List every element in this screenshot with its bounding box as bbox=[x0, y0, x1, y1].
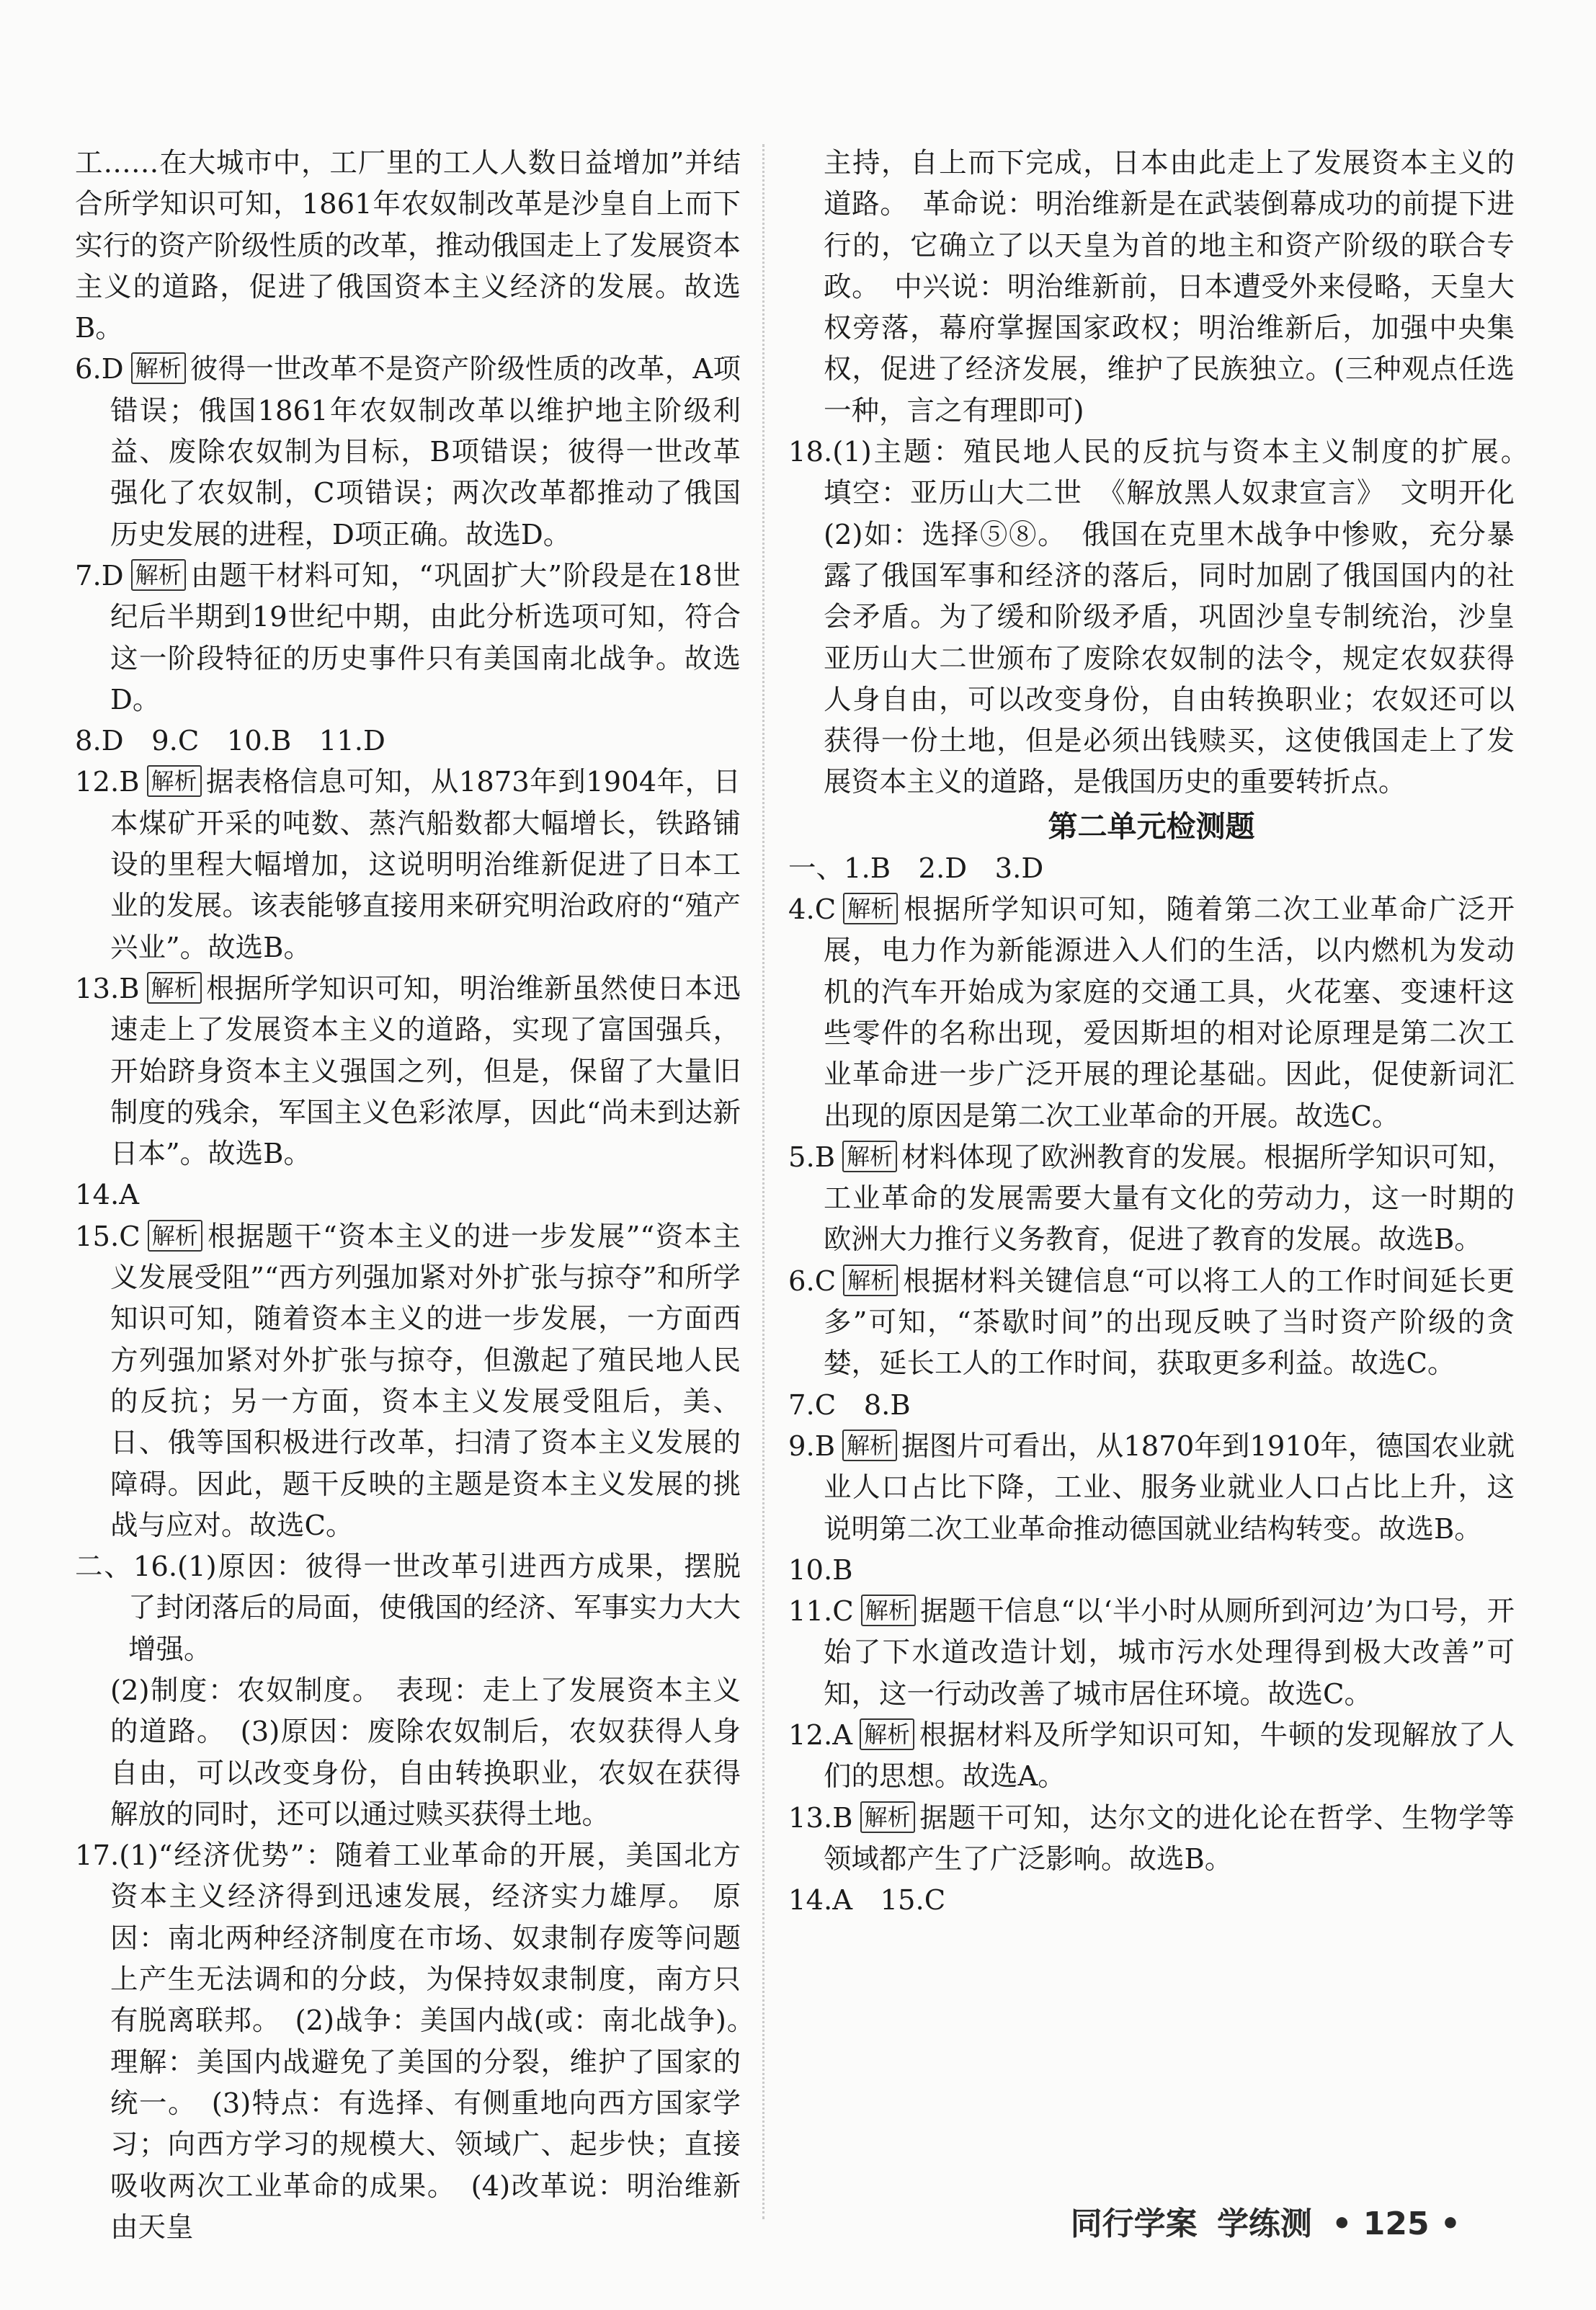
answer-number: 12.B bbox=[75, 766, 140, 799]
section-heading: 第二单元检测题 bbox=[1048, 808, 1255, 844]
answer-number: 13.B bbox=[75, 972, 140, 1005]
page-number: • 125 • bbox=[1332, 2206, 1461, 2242]
answer-item: 10.B bbox=[788, 1553, 853, 1587]
answer-item bbox=[75, 349, 741, 555]
analysis-tag: 解析 bbox=[860, 1718, 914, 1750]
answer-text: 根据所学知识可知，随着第二次工业革命广泛开展，电力作为新能源进入人们的生活，以内燃机为发动机的汽车开始成为家庭的交通工具，火花塞、变速杆这些零件的名称出现，爱因斯坦的相对论原理是第二次工业革命进一步广泛开展的理论基础。因此，促使新词汇出现的原因是第二次工业革命的开展。故选C。 bbox=[824, 893, 1515, 1133]
answer-text: 主持，自上而下完成，日本由此走上了发展资本主义的道路。 革命说：明治维新是在武装倒幕成功的前提下进行的，它确立了以天皇为首的地主和资产阶级的联合专政。 中兴说：明治维新前，日本遭受外来侵略，天皇大权旁落，幕府掌握国家政权；明治维新后，加强中央集权，促进了经济发展，维护了民族独立。(三种观点任选一种，言之有理即可) bbox=[824, 147, 1515, 427]
analysis-tag: 解析 bbox=[861, 1595, 916, 1626]
answer-item: (2)制度：农奴制度。 表现：走上了发展资本主义的道路。 (3)原因：废除农奴制后，农奴获得人身自由，可以改变身份，自由转换职业，农奴在获得解放的同时，还可以通过赎买获得土地。 bbox=[110, 1674, 741, 1831]
answer-item: 14.A bbox=[75, 1179, 140, 1212]
column-divider bbox=[762, 144, 764, 2219]
answer-text: 据题干信息“以‘半小时从厕所到河边’为口号，开始了下水道改造计划，城市污水处理得到极大改善”可知，这一行动改善了城市居住环境。故选C。 bbox=[824, 1595, 1515, 1711]
analysis-tag: 解析 bbox=[843, 1265, 898, 1296]
analysis-tag: 解析 bbox=[842, 1141, 897, 1172]
answer-text: 根据材料关键信息“可以将工人的工作时间延长更多”可知，“茶歇时间”的出现反映了当时资产阶级的贪婪，延长工人的工作时间，获取更多利益。故选C。 bbox=[824, 1265, 1515, 1381]
answer-text: 彼得一世改革不是资产阶级性质的改革，A项错误；俄国1861年农奴制改革以维护地主阶级利益、废除农奴制为目标，B项错误；彼得一世改革强化了农奴制，C项错误；两次改革都推动了俄国历史发展的进程，D项正确。故选D。 bbox=[110, 353, 741, 551]
answer-number: 12.A bbox=[788, 1718, 853, 1752]
analysis-tag: 解析 bbox=[131, 352, 186, 384]
answer-number: 6.C bbox=[788, 1265, 837, 1298]
answer-item bbox=[788, 1715, 1515, 1798]
answer-number: 4.C bbox=[788, 893, 837, 927]
answer-number: 9.B bbox=[788, 1430, 836, 1463]
answer-number: 6.D bbox=[75, 353, 124, 386]
analysis-tag: 解析 bbox=[860, 1801, 915, 1833]
left-column bbox=[75, 143, 769, 2248]
answer-number: 15.C bbox=[75, 1220, 141, 1253]
answer-text: 根据所学知识可知，明治维新虽然使日本迅速走上了发展资本主义的道路，实现了富国强兵，开始跻身资本主义强国之列，但是，保留了大量旧制度的残余，军国主义色彩浓厚，因此“尚未到达新日本”。故选B。 bbox=[110, 972, 741, 1171]
answer-text: 据题干可知，达尔文的进化论在哲学、生物学等领域都产生了广泛影响。故选B。 bbox=[824, 1801, 1515, 1876]
answer-item: 18.(1)主题：殖民地人民的反抗与资本主义制度的扩展。 填空：亚历山大二世 《解放黑人奴隶宣言》 文明开化 (2)如：选择⑤⑧。 俄国在克里木战争中惨败，充分暴露了俄国军事和经济的落后，同时加剧了俄国国内的社会矛盾。为了缓和阶级矛盾，巩固沙皇专制统治，沙皇亚历山大二世颁布了废除农奴制的法令，规定农奴获得人身自由，可以改变身份，自由转换职业；农奴还可以获得一份土地，但是必须出钱赎买，这使俄国走上了发展资本主义的道路，是俄国历史的重要转折点。 bbox=[788, 436, 1543, 799]
page-footer bbox=[1062, 2198, 1461, 2244]
answer-item bbox=[788, 889, 1515, 1137]
answer-item: 8.D 9.C 10.B 11.D bbox=[75, 725, 385, 758]
answer-text: 据图片可看出，从1870年到1910年，德国农业就业人口占比下降，工业、服务业就业人口占比上升，这说明第二次工业革命推动德国就业结构转变。故选B。 bbox=[824, 1430, 1515, 1546]
answer-item bbox=[788, 1591, 1515, 1715]
answer-item bbox=[788, 1137, 1515, 1261]
answer-number: 13.B bbox=[788, 1801, 853, 1834]
answer-text: 根据题干“资本主义的进一步发展”“资本主义发展受阻”“西方列强加紧对外扩张与掠夺”和所学知识可知，随着资本主义的进一步发展，一方面西方列强加紧对外扩张与掠夺，但激起了殖民地人民的反抗；另一方面，资本主义发展受阻后，美、日、俄等国积极进行改革，扫清了资本主义发展的障碍。因此，题干反映的主题是资本主义发展的挑战与应对。故选C。 bbox=[110, 1220, 741, 1542]
answer-item: 7.C 8.B bbox=[788, 1388, 911, 1422]
analysis-tag: 解析 bbox=[147, 765, 202, 797]
book-series: 学练测 bbox=[1216, 2206, 1312, 2242]
answer-item bbox=[75, 762, 741, 968]
analysis-tag: 解析 bbox=[843, 893, 898, 924]
answer-text: 根据材料及所学知识可知，牛顿的发现解放了人们的思想。故选A。 bbox=[824, 1718, 1515, 1793]
book-brand: 同行学案 bbox=[1070, 2206, 1198, 2242]
answer-text: 由题干材料可知，“巩固扩大”阶段是在18世纪后半期到19世纪中期，由此分析选项可知，符合这一阶段特征的历史事件只有美国南北战争。故选D。 bbox=[110, 559, 741, 716]
right-column bbox=[788, 143, 1543, 1921]
answer-item: 17.(1)“经济优势”：随着工业革命的开展，美国北方资本主义经济得到迅速发展，经济实力雄厚。 原因：南北两种经济制度在市场、奴隶制存废等问题上产生无法调和的分歧，为保持奴隶制度，南方只有脱离联邦。 (2)战争：美国内战(或：南北战争)。 理解：美国内战避免了美国的分裂，维护了国家的统一。 (3)特点：有选择、有侧重地向西方国家学习；向西方学习的规模大、领域广、起步快；直接吸收两次工业革命的成果。 (4)改革说：明治维新由天皇 bbox=[75, 1839, 769, 2244]
answer-item: 14.A 15.C bbox=[788, 1884, 946, 1917]
answer-item bbox=[75, 1216, 741, 1546]
answer-item bbox=[75, 968, 741, 1174]
analysis-tag: 解析 bbox=[131, 559, 186, 591]
analysis-tag: 解析 bbox=[842, 1430, 897, 1461]
analysis-tag: 解析 bbox=[147, 972, 202, 1004]
answer-item bbox=[788, 1798, 1515, 1881]
answer-item: 二、16.(1)原因：彼得一世改革引进西方成果，摆脱了封闭落后的局面，使俄国的经济、军事实力大大增强。 bbox=[75, 1551, 741, 1666]
answer-text: 据表格信息可知，从1873年到1904年，日本煤矿开采的吨数、蒸汽船数都大幅增长，铁路铺设的里程大幅增加，这说明明治维新促进了日本工业的发展。该表能够直接用来研究明治政府的“殖产兴业”。故选B。 bbox=[110, 766, 741, 964]
answer-number: 11.C bbox=[788, 1595, 854, 1628]
answer-item bbox=[75, 556, 741, 721]
answer-item: 一、1.B 2.D 3.D bbox=[788, 852, 1044, 885]
answer-number: 5.B bbox=[788, 1141, 836, 1174]
answer-text: 材料体现了欧洲教育的发展。根据所学知识可知，工业革命的发展需要大量有文化的劳动力，这一时期的欧洲大力推行义务教育，促进了教育的发展。故选B。 bbox=[824, 1141, 1515, 1257]
analysis-tag: 解析 bbox=[148, 1220, 202, 1252]
answer-text: 工……在大城市中，工厂里的工人人数日益增加”并结合所学知识可知，1861年农奴制改革是沙皇自上而下实行的资产阶级性质的改革，推动俄国走上了发展资本主义的道路，促进了俄国资本主义经济的发展。故选B。 bbox=[75, 147, 741, 345]
answer-item bbox=[788, 1426, 1515, 1550]
answer-item bbox=[788, 1261, 1515, 1385]
answer-number: 7.D bbox=[75, 559, 124, 592]
